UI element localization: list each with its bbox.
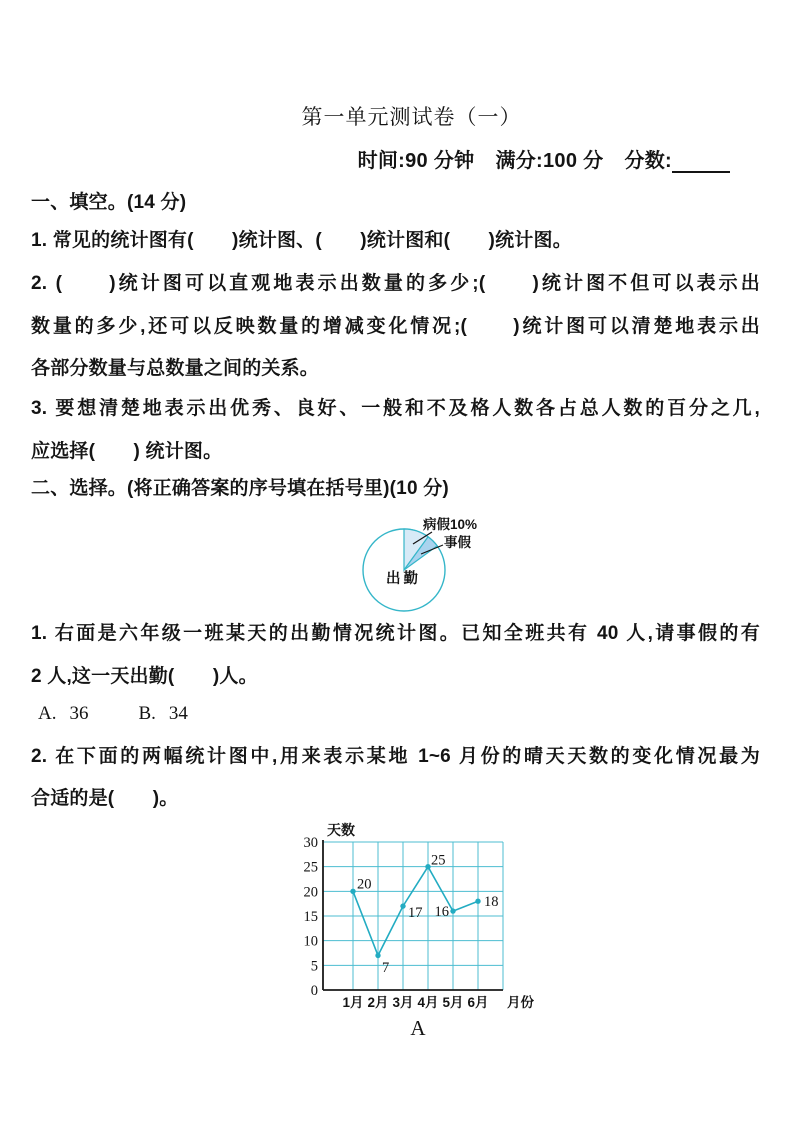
score-label: 分数: — [624, 150, 672, 172]
section1-q3-line1: 3. 要想清楚地表示出优秀、良好、一般和不及格人数各占总人数的百分之几, — [31, 398, 760, 419]
option-a — [38, 703, 88, 725]
svg-text:25: 25 — [431, 852, 446, 869]
section2-q1-line1: 1. 右面是六年级一班某天的出勤情况统计图。已知全班共有 40 人,请事假的有 — [31, 623, 760, 644]
svg-text:3月: 3月 — [392, 995, 414, 1010]
svg-text:10: 10 — [303, 933, 318, 950]
days-line-chart — [293, 818, 543, 1018]
svg-text:0: 0 — [310, 983, 318, 999]
section1-q2-line3: 各部分数量与总数量之间的关系。 — [31, 358, 320, 379]
section1-q2-line1: 2. ( )统计图可以直观地表示出数量的多少;( )统计图不但可以表示出 — [31, 273, 760, 294]
section1-q2-line2: 数量的多少,还可以反映数量的增减变化情况;( )统计图可以清楚地表示出 — [31, 316, 760, 337]
section2-q1-line2: 2 人,这一天出勤( )人。 — [31, 666, 258, 687]
option-b-label: B. — [138, 703, 156, 724]
section2-q1-options — [38, 703, 188, 725]
svg-text:病假10%: 病假10% — [423, 517, 478, 532]
section2-q2-line1: 2. 在下面的两幅统计图中,用来表示某地 1~6 月份的晴天天数的变化情况最为 — [31, 746, 760, 767]
option-a-value: 36 — [69, 703, 89, 724]
svg-text:事假: 事假 — [444, 535, 471, 550]
paper-info-row — [0, 144, 730, 173]
svg-text:18: 18 — [484, 894, 499, 911]
svg-text:7: 7 — [382, 960, 390, 976]
full-score-label: 满分:100 分 — [495, 150, 604, 172]
section2-heading: 二、选择。(将正确答案的序号填在括号里)(10 分) — [31, 478, 449, 499]
section2-q2-line2: 合适的是( )。 — [31, 788, 179, 809]
section1-q3-line2: 应选择( ) 统计图。 — [31, 441, 223, 462]
svg-text:17: 17 — [408, 905, 423, 922]
svg-text:20: 20 — [357, 876, 372, 893]
svg-text:出勤: 出勤 — [386, 571, 421, 587]
days-line-chart-svg — [293, 818, 543, 1018]
svg-text:20: 20 — [303, 884, 318, 901]
score-field — [624, 144, 730, 173]
svg-text:天数: 天数 — [327, 822, 355, 838]
time-label: 时间:90 分钟 — [357, 150, 475, 172]
chart-option-label: A — [410, 1016, 426, 1040]
svg-text:25: 25 — [303, 859, 318, 876]
svg-text:5: 5 — [310, 958, 318, 975]
option-b-value: 34 — [168, 703, 188, 724]
svg-text:5月: 5月 — [442, 995, 464, 1010]
svg-text:1月: 1月 — [342, 995, 364, 1010]
option-a-label: A. — [38, 703, 57, 724]
attendance-pie-svg — [340, 503, 550, 623]
attendance-pie-chart — [340, 503, 550, 623]
svg-text:6月: 6月 — [467, 995, 489, 1010]
svg-text:16: 16 — [434, 904, 449, 921]
svg-text:2月: 2月 — [367, 995, 389, 1010]
svg-text:4月: 4月 — [417, 995, 439, 1010]
paper-title: 第一单元测试卷（一） — [301, 105, 522, 129]
section1-heading: 一、填空。(14 分) — [31, 192, 187, 213]
svg-text:30: 30 — [303, 835, 318, 851]
section1-q1-text: 1. 常见的统计图有( )统计图、( )统计图和( )统计图。 — [31, 230, 572, 251]
svg-text:月份: 月份 — [507, 995, 534, 1010]
score-blank-line — [672, 149, 730, 173]
svg-text:15: 15 — [303, 909, 318, 925]
option-b — [138, 703, 187, 725]
